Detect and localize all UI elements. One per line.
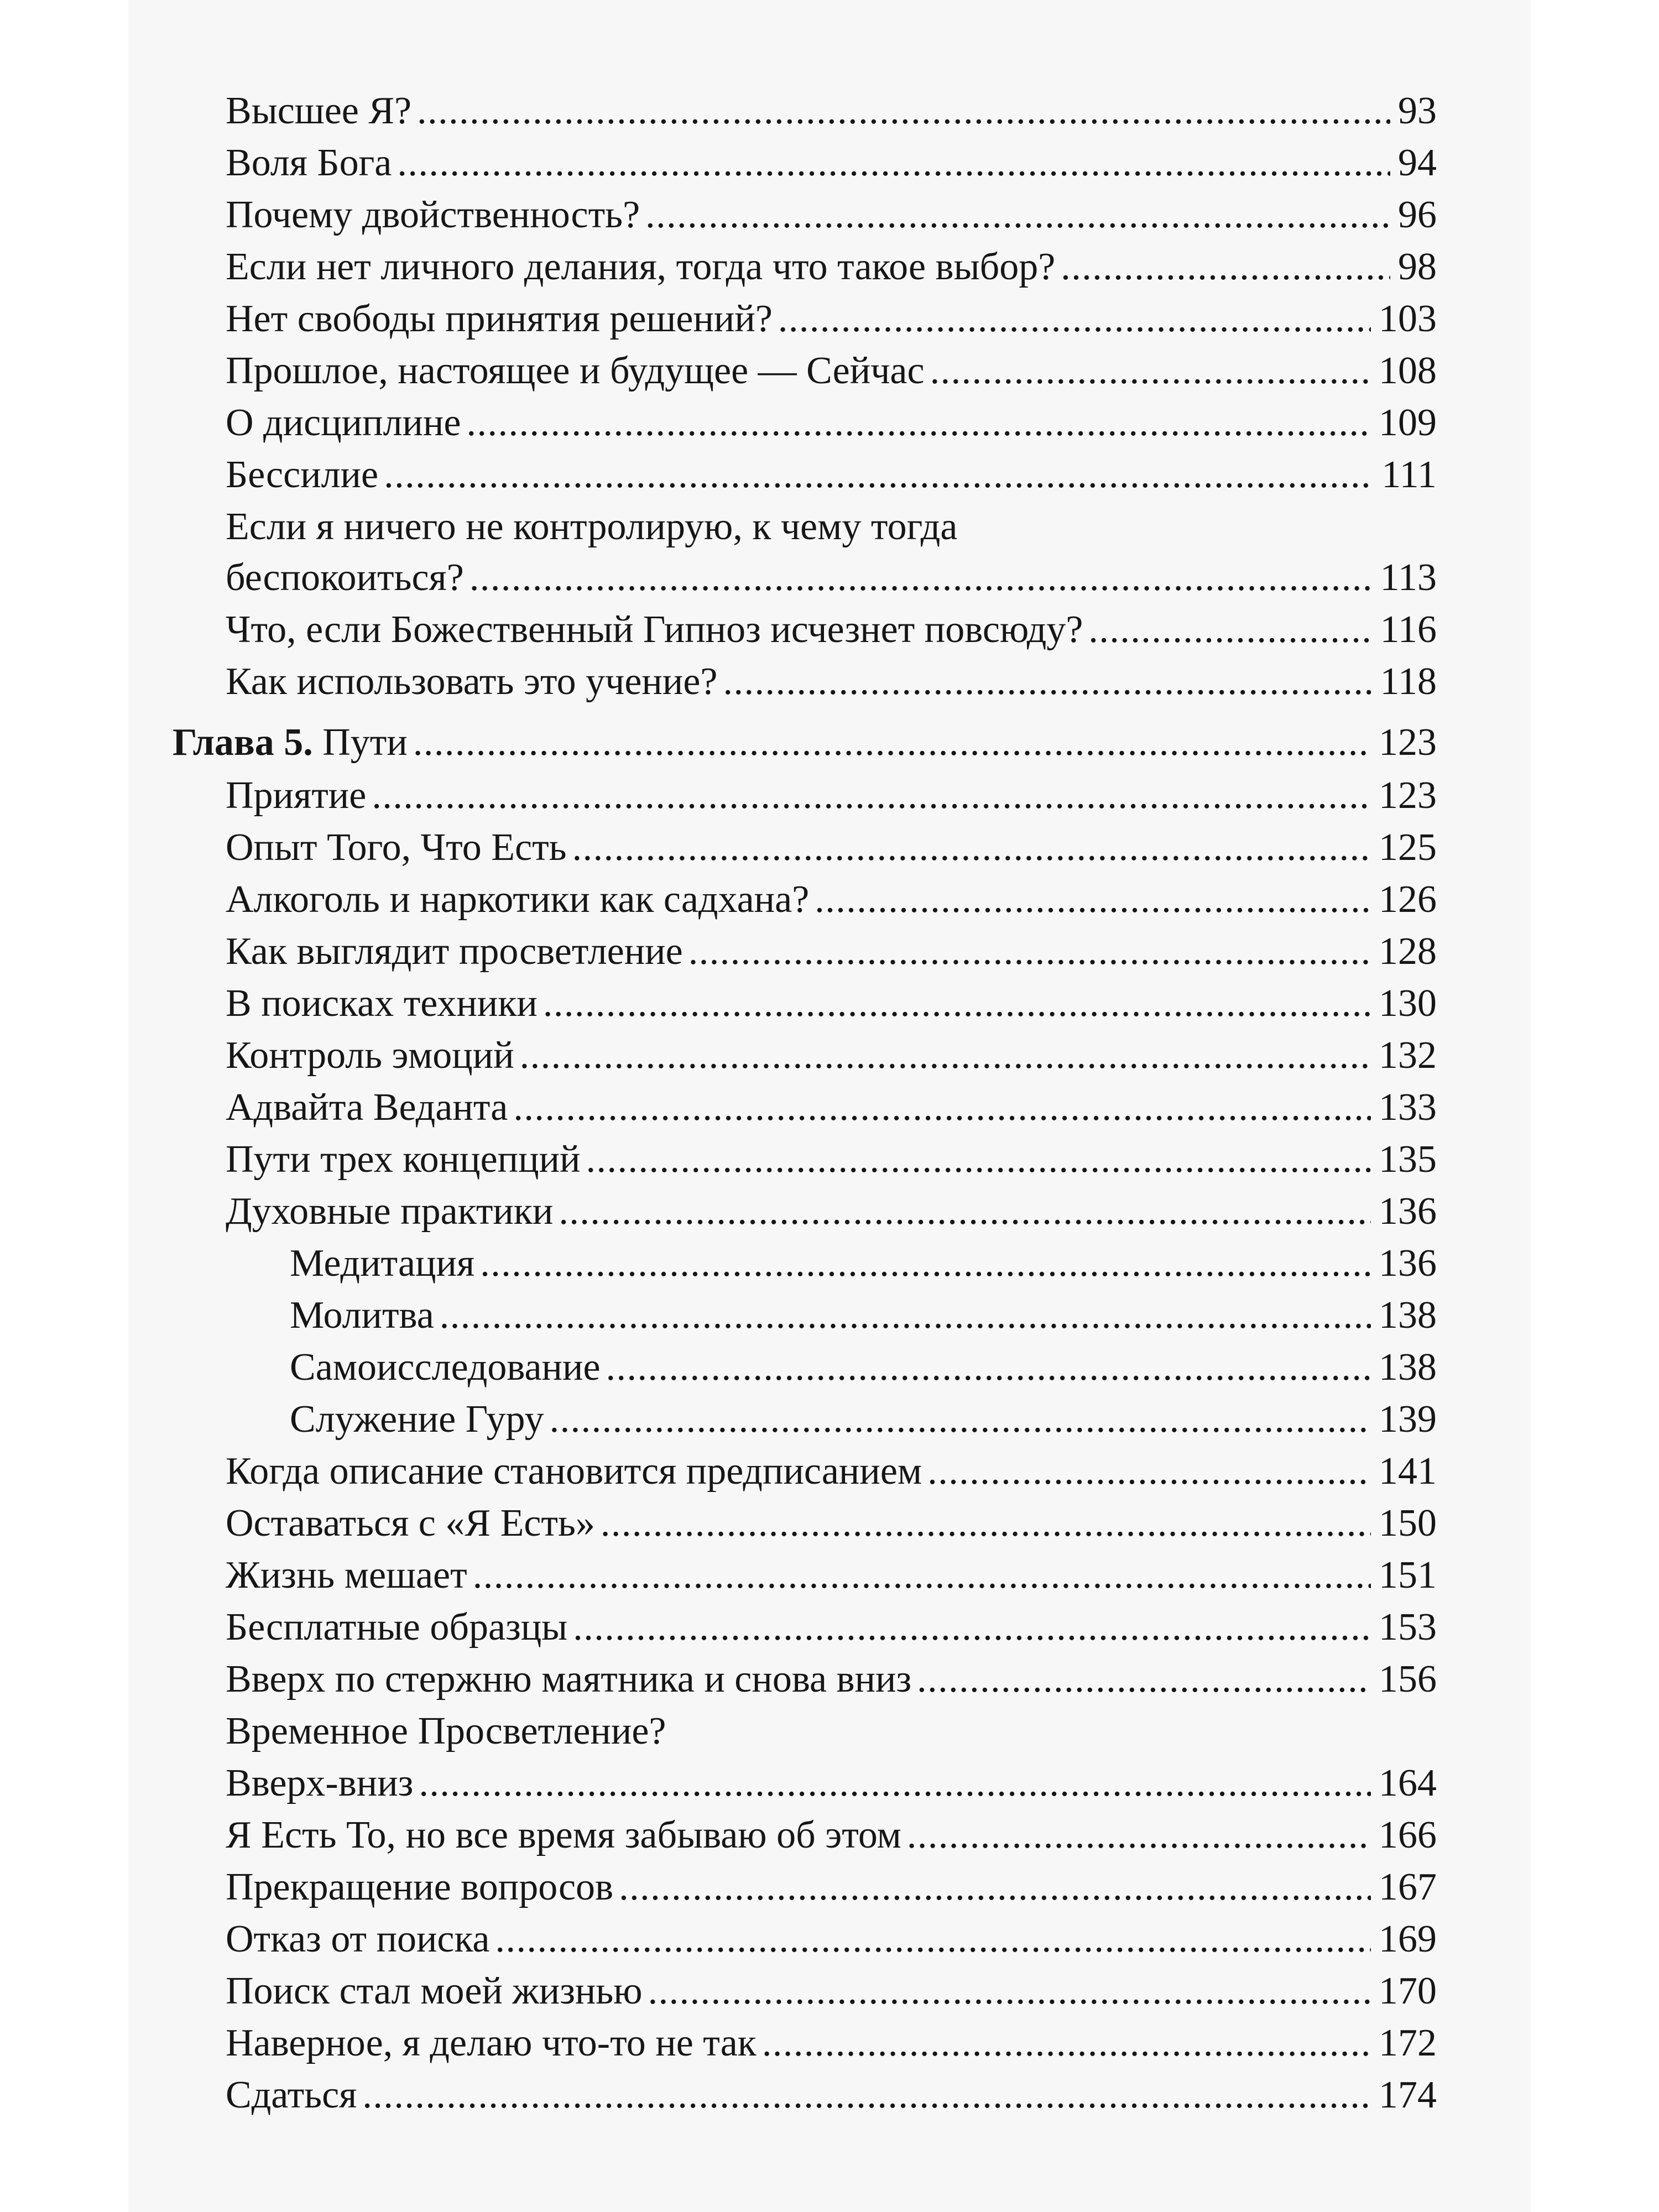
dot-leader: [917, 1653, 1371, 1705]
dot-leader: [1088, 604, 1372, 656]
toc-page-number: 164: [1379, 1762, 1437, 1804]
toc-entry-title: Вверх-вниз: [226, 1762, 414, 1804]
toc-entry: [226, 137, 1437, 189]
dot-leader: [927, 1446, 1371, 1498]
toc-entry-title: Контроль эмоций: [226, 1034, 514, 1077]
toc-entry-title: Прошлое, настоящее и будущее — Сейчас: [226, 349, 925, 392]
toc-entry: [226, 241, 1437, 293]
toc-entry-title: Жизнь мешает: [226, 1554, 467, 1597]
dot-leader: [815, 874, 1371, 926]
toc-entry: [226, 1134, 1437, 1186]
dot-leader: [586, 1134, 1371, 1186]
dot-leader: [559, 1186, 1371, 1238]
toc-entry-title: Молитва: [290, 1294, 434, 1337]
toc-page-number: 138: [1379, 1294, 1437, 1337]
toc-entry-title: Служение Гуру: [290, 1398, 544, 1441]
toc-entry: [226, 604, 1437, 656]
toc-page-number: 111: [1381, 453, 1437, 496]
dot-leader: [419, 1757, 1371, 1809]
toc-page-number: 138: [1379, 1346, 1437, 1389]
toc-page-number: 98: [1398, 246, 1437, 288]
toc-entry: [226, 293, 1437, 345]
toc-entry: [226, 1446, 1437, 1498]
toc-page-number: 170: [1379, 1970, 1437, 2012]
toc-entry-title: Пути трех концепций: [226, 1138, 581, 1181]
toc-entry-title: Медитация: [290, 1242, 475, 1285]
toc-entry: [226, 1705, 1437, 1757]
toc-chapter-entry: [173, 717, 1437, 769]
toc-entry-title: Прекращение вопросов: [226, 1866, 614, 1908]
toc-entry: [226, 656, 1437, 708]
toc-entry-title: Как использовать это учение?: [226, 660, 718, 703]
toc-entry-title: Как выглядит просветление: [226, 930, 683, 973]
dot-leader: [417, 85, 1390, 137]
dot-leader: [601, 1498, 1371, 1550]
toc-page-number: 126: [1379, 878, 1437, 921]
toc-entry: [226, 1965, 1437, 2017]
dot-leader: [513, 1082, 1371, 1134]
toc-entry: [226, 397, 1437, 449]
toc-entry-title: Что, если Божественный Гипноз исчезнет повсюду?: [226, 608, 1083, 651]
toc-entry: [226, 189, 1437, 241]
toc-entry-title: Если нет личного делания, тогда что такое выбор?: [226, 246, 1056, 288]
toc-entry: [290, 1290, 1437, 1342]
toc-entry: [226, 926, 1437, 978]
toc-entry-title: Бесплатные образцы: [226, 1606, 568, 1648]
toc-entry-title: Нет свободы принятия решений?: [226, 298, 773, 340]
toc-entry: [290, 1342, 1437, 1394]
toc-entry: [226, 1757, 1437, 1809]
dot-leader: [495, 1913, 1371, 1965]
toc-page-number: 116: [1380, 608, 1437, 651]
toc-page-number: 103: [1379, 298, 1437, 340]
toc-entry-title: Сдаться: [226, 2074, 357, 2116]
toc-page-number: 96: [1398, 194, 1437, 236]
toc-entry: [226, 1809, 1437, 1861]
toc-entry-title: Временное Просветление?: [226, 1710, 666, 1752]
toc-page-number: 123: [1379, 774, 1437, 817]
toc-entry: [226, 1186, 1437, 1238]
toc-page-number: 109: [1379, 401, 1437, 444]
toc-entry-title: Воля Бога: [226, 142, 392, 184]
toc-page-number: 166: [1379, 1814, 1437, 1856]
dot-leader: [723, 656, 1372, 708]
dot-leader: [469, 552, 1373, 604]
dot-leader: [372, 770, 1371, 822]
toc-entry: [226, 1550, 1437, 1601]
toc-entry: [226, 1498, 1437, 1550]
dot-leader: [930, 345, 1371, 397]
toc-entry: [226, 552, 1437, 604]
toc-page-number: 169: [1379, 1918, 1437, 1960]
toc-page-number: 132: [1379, 1034, 1437, 1077]
toc-page-number: 94: [1398, 142, 1437, 184]
toc-entry: [290, 1394, 1437, 1446]
toc-page-number: 93: [1398, 90, 1437, 132]
dot-leader: [550, 1394, 1371, 1446]
toc-entry: [290, 1238, 1437, 1290]
dot-leader: [520, 1030, 1371, 1082]
toc-entry: [226, 822, 1437, 874]
dot-leader: [440, 1290, 1371, 1342]
dot-leader: [473, 1550, 1371, 1601]
dot-leader: [413, 717, 1371, 769]
toc-entry: [226, 1653, 1437, 1705]
dot-leader: [362, 2069, 1371, 2121]
dot-leader: [762, 2017, 1371, 2069]
toc-entry-title: Приятие: [226, 774, 367, 817]
dot-leader: [645, 189, 1390, 241]
toc-entry-title: Бессилие: [226, 453, 379, 496]
toc-entry-title: Вверх по стержню маятника и снова вниз: [226, 1658, 912, 1700]
toc-entry-title: Я Есть То, но все время забываю об этом: [226, 1814, 901, 1856]
toc-entry: [226, 1030, 1437, 1082]
toc-entry-title: Отказ от поиска: [226, 1918, 490, 1960]
toc-entry: [226, 1601, 1437, 1653]
toc-entry-title: Алкоголь и наркотики как садхана?: [226, 878, 810, 921]
chapter-label: Глава 5.: [173, 721, 313, 764]
dot-leader: [1061, 241, 1390, 293]
toc-page-number: 108: [1379, 349, 1437, 392]
toc-entry: [226, 978, 1437, 1030]
toc-entry: [226, 449, 1437, 501]
toc-entry: [226, 874, 1437, 926]
dot-leader: [467, 397, 1371, 449]
dot-leader: [606, 1342, 1371, 1394]
toc-entry: [226, 2017, 1437, 2069]
chapter-title: Пути: [312, 721, 408, 764]
toc-entry: [226, 2069, 1437, 2121]
toc-page-number: 153: [1379, 1606, 1437, 1648]
toc-entry-title: Наверное, я делаю что-то не так: [226, 2022, 757, 2064]
dot-leader: [907, 1809, 1371, 1861]
toc-page-number: 123: [1379, 721, 1437, 764]
toc-entry-title: Высшее Я?: [226, 90, 412, 132]
toc-page-number: 167: [1379, 1866, 1437, 1908]
toc-entry: [226, 345, 1437, 397]
toc-page-number: 151: [1379, 1554, 1437, 1597]
toc-entry: [226, 1082, 1437, 1134]
toc-page-number: 118: [1380, 660, 1437, 703]
toc-entry-title: Оставаться с «Я Есть»: [226, 1502, 595, 1545]
dot-leader: [619, 1861, 1371, 1913]
toc-entry: [226, 1861, 1437, 1913]
toc-page-number: 136: [1379, 1190, 1437, 1233]
dot-leader: [384, 449, 1374, 501]
toc-page-number: 128: [1379, 930, 1437, 973]
toc-entry-title: беспокоиться?: [226, 556, 464, 599]
toc-entry-title: О дисциплине: [226, 401, 461, 444]
toc-entry-title: Поиск стал моей жизнью: [226, 1970, 643, 2012]
toc-page-number: 174: [1379, 2074, 1437, 2116]
toc-page-number: 113: [1380, 556, 1437, 599]
toc-entry-title: Почему двойственность?: [226, 194, 640, 236]
toc-page-number: 141: [1379, 1450, 1437, 1493]
toc-entry-title: Адвайта Веданта: [226, 1086, 508, 1129]
toc-page-number: 156: [1379, 1658, 1437, 1700]
toc-entry-title: Духовные практики: [226, 1190, 554, 1233]
toc-page-number: 135: [1379, 1138, 1437, 1181]
toc-entry-title: Когда описание становится предписанием: [226, 1450, 922, 1493]
toc-page-number: 172: [1379, 2022, 1437, 2064]
dot-leader: [648, 1965, 1371, 2017]
toc-page-number: 136: [1379, 1242, 1437, 1285]
dot-leader: [572, 822, 1371, 874]
dot-leader: [543, 978, 1371, 1030]
toc-entry: [226, 501, 1437, 553]
toc-page-number: 130: [1379, 982, 1437, 1025]
toc-entry: [226, 85, 1437, 137]
dot-leader: [688, 926, 1371, 978]
dot-leader: [778, 293, 1371, 345]
toc-entry-title: Если я ничего не контролирую, к чему тогда: [226, 505, 958, 548]
toc-page-number: 139: [1379, 1398, 1437, 1441]
toc-entry-title: Самоисследование: [290, 1346, 601, 1389]
toc-entry: [226, 770, 1437, 822]
toc-entry: [226, 1913, 1437, 1965]
toc-page-number: 150: [1379, 1502, 1437, 1545]
toc-entry-title: Опыт Того, Что Есть: [226, 826, 567, 869]
toc-entry-title: В поисках техники: [226, 982, 538, 1025]
dot-leader: [573, 1601, 1371, 1653]
toc-page-number: 133: [1379, 1086, 1437, 1129]
toc-page-number: 125: [1379, 826, 1437, 869]
dot-leader: [397, 137, 1390, 189]
dot-leader: [480, 1238, 1371, 1290]
toc-entry-title: [173, 717, 408, 769]
